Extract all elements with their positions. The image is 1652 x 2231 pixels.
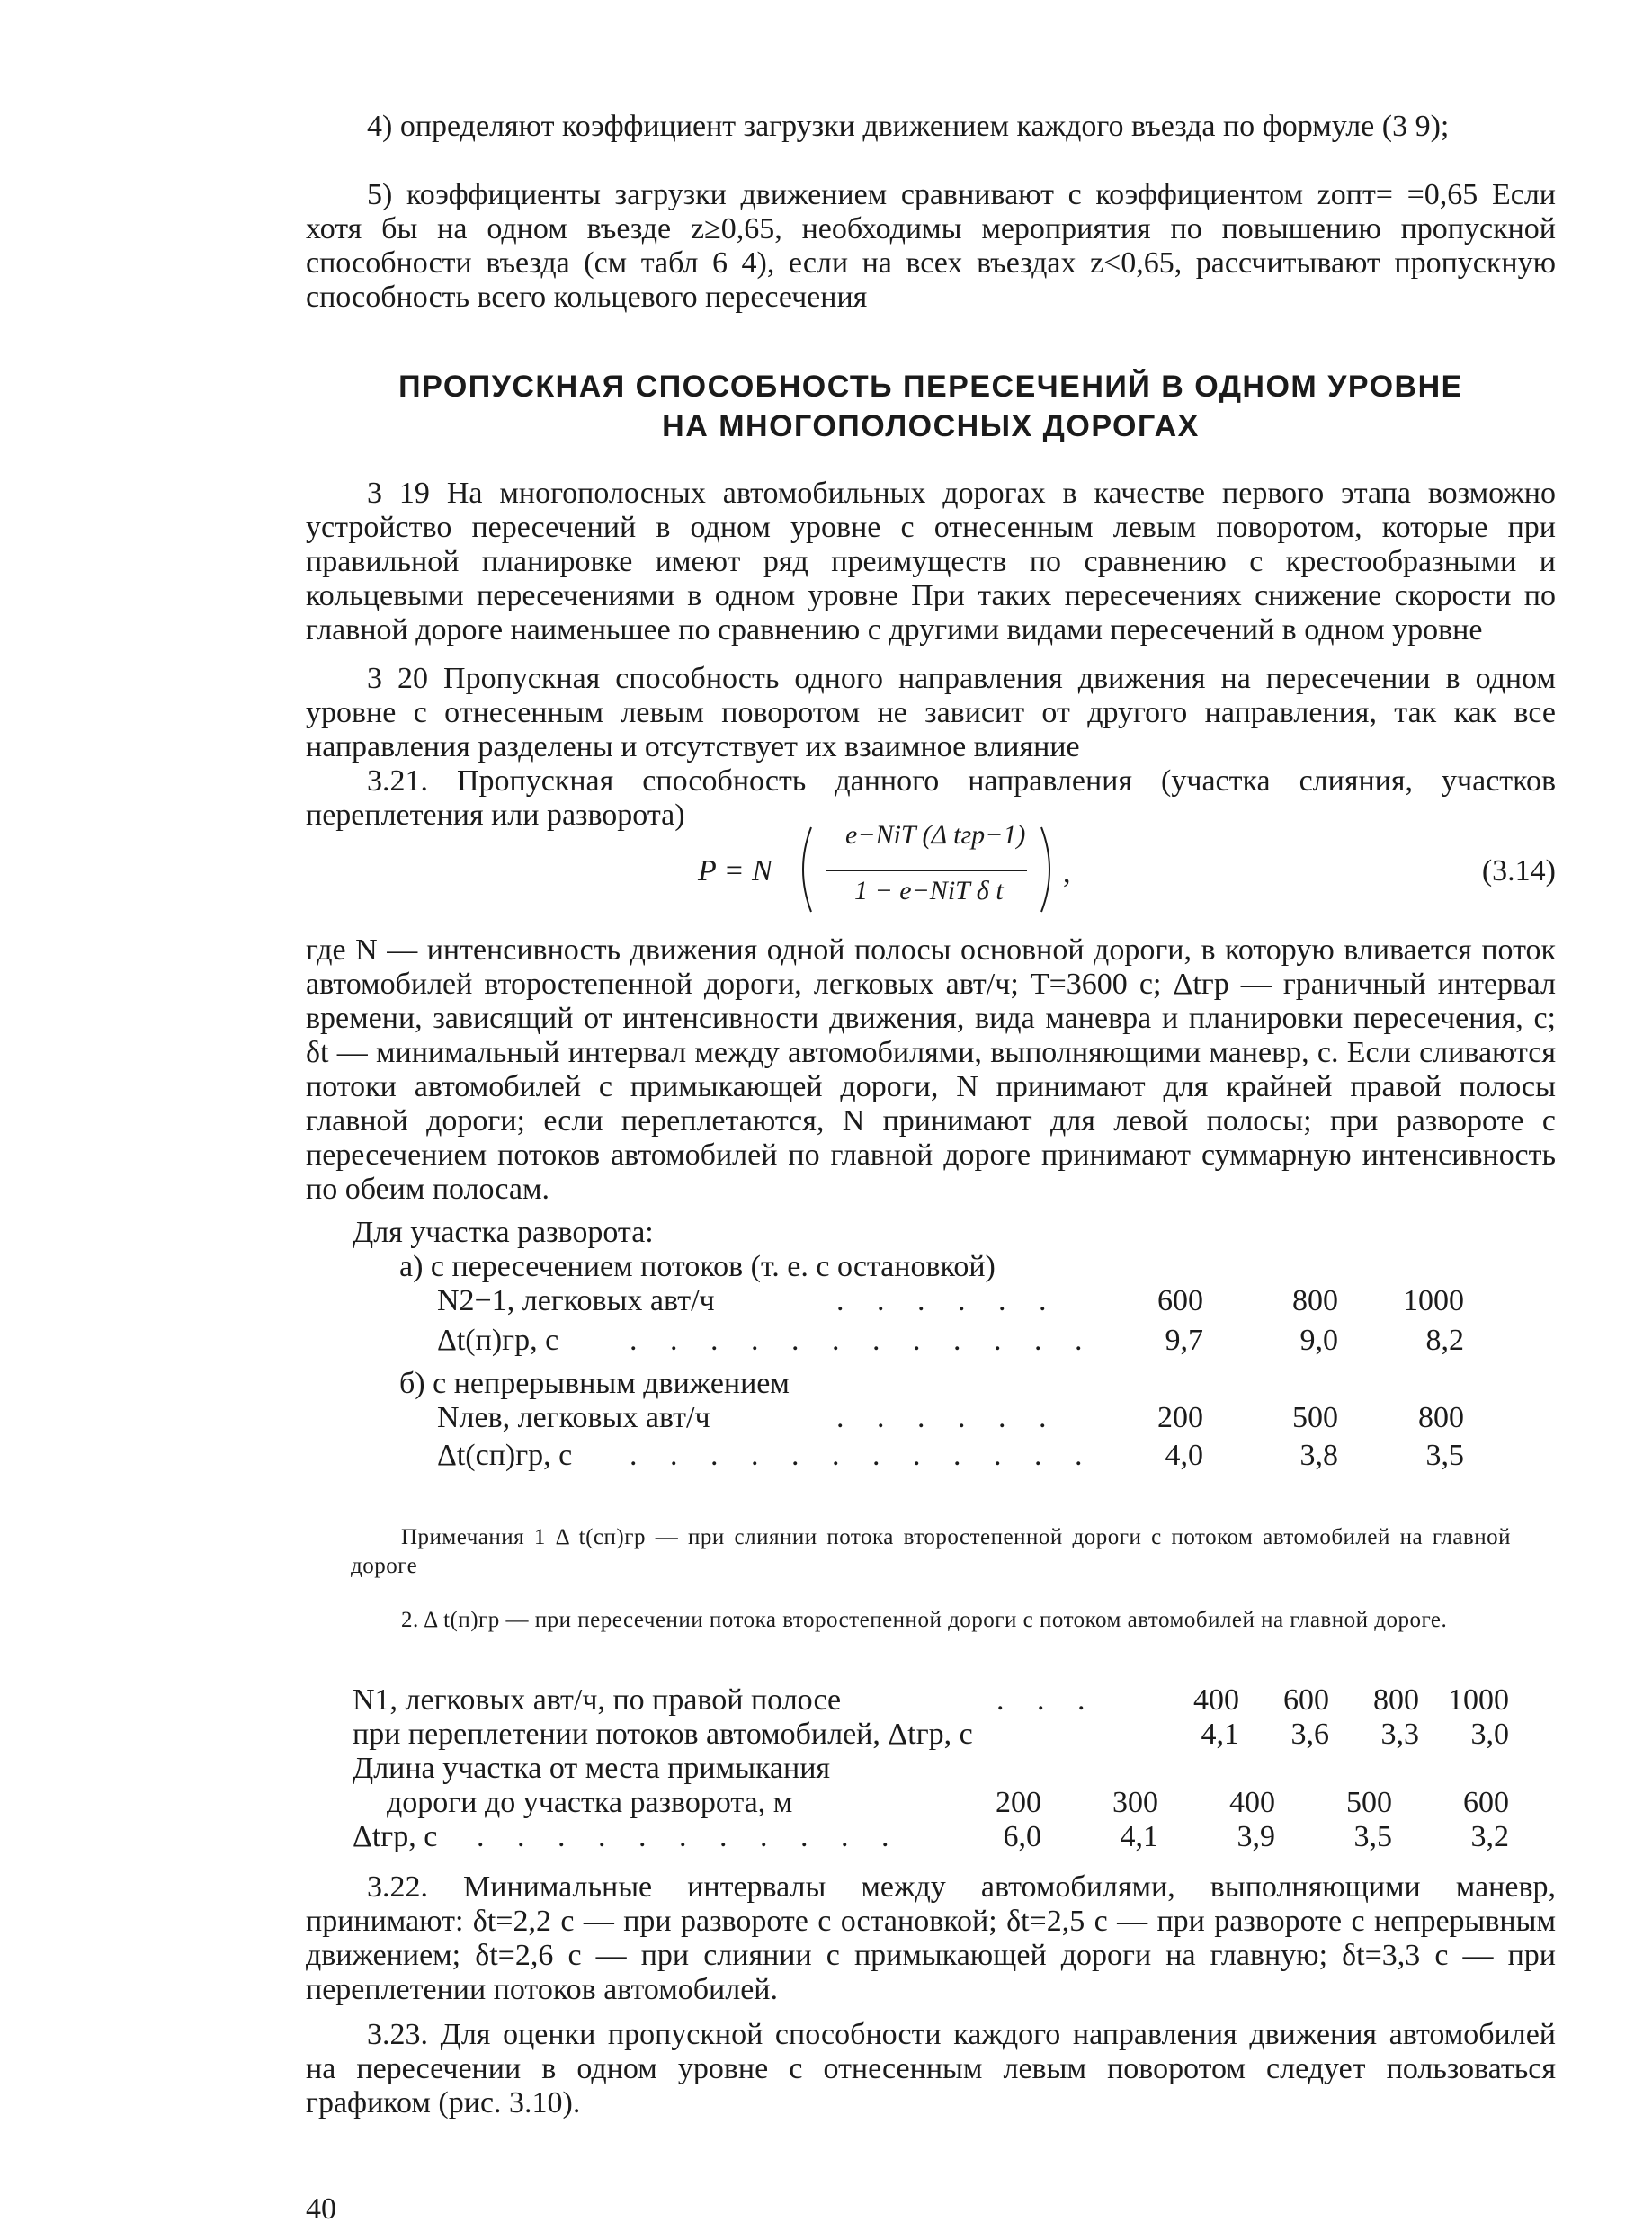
paragraph-3-23: 3.23. Для оценки пропускной способности каждого направления движения автомобилей на пересечении в одном уровне с отнесенным левым поворотом следует пользоваться графиком (рис. 3.10). — [306, 2018, 1556, 2119]
table-d-r1-c1: 200 — [996, 1786, 1041, 1819]
table-b-r2-c1: 4,0 — [1165, 1439, 1203, 1472]
table-d-row-1-label: дороги до участка разворота, м — [387, 1786, 793, 1819]
formula-lhs: P = N — [698, 854, 772, 888]
table-d-r2-c3: 3,9 — [1237, 1820, 1275, 1853]
table-a-r2-c1: 9,7 — [1165, 1324, 1203, 1357]
table-d-row-2-label: Δtгр, с — [353, 1820, 438, 1853]
u-turn-label: Для участка разворота: — [353, 1216, 654, 1249]
paragraph-3-22: 3.22. Минимальные интервалы между автомобилями, выполняющими маневр, принимают: δt=2,2 с — при развороте с остановкой; δt=2,5 с — при развороте с непрерывным движением; δt=2,6 с — при слиянии с примыкающей дороги на главную; δt=3,3 с — при переплетении потоков автомобилей. — [306, 1870, 1556, 2006]
table-a-row-2-label: Δt(п)гр, с — [437, 1324, 559, 1357]
table-c-r1-c3: 800 — [1373, 1683, 1419, 1717]
table-d-r1-c4: 500 — [1346, 1786, 1392, 1819]
formula-denominator: 1 − e−NiT δ t — [854, 876, 1004, 906]
paragraph-where: где N — интенсивность движения одной полосы основной дороги, в которую вливается поток автомобилей второстепенной дороги, легковых авт/ч; T=3600 с; Δtгр — граничный интервал времени, зависящий от интенсивности движения, вида маневра и планировки пересечения, с; δt — минимальный интервал между автомобилями, выполняющими маневр, с. Если сливаются потоки автомобилей с примыкающей дороги, N принимают для крайней правой полосы главной дороги; если переплетаются, N принимают для левой полосы; при развороте с пересечением потоков автомобилей по главной дороге принимают суммарную интенсивность по обеим полосам. — [306, 933, 1556, 1206]
note-2: 2. Δ t(п)гр — при пересечении потока второстепенной дороги с потоком автомобилей на главной дороге. — [401, 1608, 1448, 1632]
formula-number: (3.14) — [1481, 854, 1556, 888]
table-b-r1-c2: 500 — [1292, 1401, 1338, 1434]
table-c-r2-c3: 3,3 — [1380, 1718, 1419, 1751]
table-c-r2-c2: 3,6 — [1290, 1718, 1329, 1751]
table-a-r2-c2: 9,0 — [1299, 1324, 1338, 1357]
paragraph-3-20: 3 20 Пропускная способность одного направления движения на пересечении в одном уровне с отнесенным левым поворотом не зависит от другого направления, так как все направления разделены и отсутствует их взаимное влияние — [306, 662, 1556, 763]
table-c-r1-c2: 600 — [1283, 1683, 1329, 1717]
document-page: 4) определяют коэффициент загрузки движением каждого въезда по формуле (3 9); 5) коэффициенты загрузки движением сравнивают с коэффициентом zопт= =0,65 Если хотя бы на одном въезде z≥0,65, необходимы мероприятия по повышению пропускной способности въезда (см табл 6 4), если на всех въездах z<0,65, рассчитывают пропускную способность всего кольцевого пересечения ПРОПУСКНАЯ СПОСОБНОСТЬ ПЕРЕСЕЧЕНИЙ В ОДНОМ УРОВНЕ НА МНОГОПОЛОСНЫХ ДОРОГАХ 3 19 На многополосных автомобильных дорогах в качестве первого этапа возможно устройство пересечений в одном уровне с отнесенным левым поворотом, которые при правильной планировке имеют ряд преимуществ по сравнению с крестообразными и кольцевыми пересечениями в одном уровне При таких пересечениях снижение скорости по главной дороге наименьшее по сравнению с другими видами пересечений в одном уровне 3 20 Пропускная способность одного направления движения на пересечении в одном уровне с отнесенным левым поворотом не зависит от другого направления, так как все направления разделены и отсутствует их взаимное влияние 3.21. Пропускная способность данного направления (участка слияния, участков переплетения или разворота) P = N e−NiT (Δ tгр−1) 1 − e−NiT δ t , (3.14) где N — интенсивность движения одной полосы основной дороги, в которую вливается поток автомобилей второстепенной дороги, легковых авт/ч; T=3600 с; Δtгр — граничный интервал времени, зависящий от интенсивности движения, вида маневра и планировки пересечения, с; δt — минимальный интервал между автомобилями, выполняющими маневр, с. Если сливаются потоки автомобилей с примыкающей дороги, N принимают для крайней правой полосы главной дороги; если переплетаются, N принимают для левой полосы; при развороте с пересечением потоков автомобилей по главной дороге принимают суммарную интенсивность по обеим полосам. Для участка разворота: а) с пересечением потоков (т. е. с остановкой) N2−1, легковых авт/ч . . . . . . 600 800 1000 Δt(п)гр, с . . . . . . . . . . . . 9,7 9,0 8,2 б) с непрерывным движением Nлев, легковых авт/ч . . . . . . 200 500 800 Δt(сп)гр, с . . . . . . . . . . . . 4,0 3,8 3,5 Примечания 1 Δ t(сп)гр — при слиянии потока второстепенной дороги с потоком автомобилей на главной дороге 2. Δ t(п)гр — при пересечении потока второстепенной дороги с потоком автомобилей на главной дороге. N1, легковых авт/ч, по правой полосе . . . 400 600 800 1000 при переплетении потоков автомобилей, Δtгр, с 4,1 3,6 3,3 3,0 Длина участка от места примыкания дороги до участка разворота, м 200 300 400 500 600 Δtгр, с . . . . . . . . . . . 6,0 4,1 3,9 3,5 3,2 3.22. Минимальные интервалы между автомобилями, выполняющими маневр, принимают: δt=2,2 с — при развороте с остановкой; δt=2,5 с — при развороте с непрерывным движением; δt=2,6 с — при слиянии с примыкающей дороги на главную; δt=3,3 с — при переплетении потоков автомобилей. 3.23. Для оценки пропускной способности каждого направления движения автомобилей на пересечении в одном уровне с отнесенным левым поворотом следует пользоваться графиком (рис. 3.10). 40 — [306, 110, 1556, 2226]
table-d-r1-c3: 400 — [1229, 1786, 1275, 1819]
note-1: Примечания 1 Δ t(сп)гр — при слиянии потока второстепенной дороги с потоком автомобилей на главной дороге — [351, 1525, 1511, 1578]
table-c-r2-c1: 4,1 — [1201, 1718, 1239, 1751]
paragraph-step-4: 4) определяют коэффициент загрузки движением каждого въезда по формуле (3 9); — [367, 110, 1450, 143]
table-c-r1-c4: 1000 — [1448, 1683, 1509, 1717]
table-a-r1-c2: 800 — [1292, 1284, 1338, 1317]
table-b-r1-c3: 800 — [1418, 1401, 1464, 1434]
table-d-r1-c2: 300 — [1112, 1786, 1158, 1819]
table-b-row-1-label: Nлев, легковых авт/ч — [437, 1401, 710, 1434]
paragraph-3-19: 3 19 На многополосных автомобильных дорогах в качестве первого этапа возможно устройство пересечений в одном уровне с отнесенным левым поворотом, которые при правильной планировке имеют ряд преимуществ по сравнению с крестообразными и кольцевыми пересечениями в одном уровне При таких пересечениях снижение скорости по главной дороге наименьшее по сравнению с другими видами пересечений в одном уровне — [306, 477, 1556, 647]
formula-numerator: e−NiT (Δ tгр−1) — [845, 820, 1026, 850]
paragraph-3-21: 3.21. Пропускная способность данного направления (участка слияния, участков переплетения или разворота) — [306, 764, 1556, 832]
table-c-row-1-label: N1, легковых авт/ч, по правой полосе — [353, 1683, 842, 1717]
table-b-r2-c2: 3,8 — [1299, 1439, 1338, 1472]
table-c-r1-c1: 400 — [1193, 1683, 1239, 1717]
table-c-row-2-label: при переплетении потоков автомобилей, Δtгр, с — [353, 1718, 973, 1751]
section-heading-line-2: НА МНОГОПОЛОСНЫХ ДОРОГАХ — [662, 409, 1200, 443]
table-b-r2-c3: 3,5 — [1425, 1439, 1464, 1472]
table-a-r2-c3: 8,2 — [1425, 1324, 1464, 1357]
table-d-r2-c5: 3,2 — [1470, 1820, 1509, 1853]
table-d-label-line-1: Длина участка от места примыкания — [353, 1752, 831, 1785]
table-a-r1-c1: 600 — [1157, 1284, 1203, 1317]
case-b-label: б) с непрерывным движением — [399, 1367, 790, 1400]
table-d-r1-c5: 600 — [1463, 1786, 1509, 1819]
table-a-row-1-label: N2−1, легковых авт/ч — [437, 1284, 715, 1317]
table-d-r2-c2: 4,1 — [1120, 1820, 1158, 1853]
table-d-r2-c1: 6,0 — [1003, 1820, 1041, 1853]
table-b-r1-c1: 200 — [1157, 1401, 1203, 1434]
case-a-label: а) с пересечением потоков (т. е. с остановкой) — [399, 1250, 996, 1283]
formula-3-14: P = N e−NiT (Δ tгр−1) 1 − e−NiT δ t , (3.14) — [306, 817, 1556, 924]
paragraph-step-5: 5) коэффициенты загрузки движением сравнивают с коэффициентом zопт= =0,65 Если хотя бы на одном въезде z≥0,65, необходимы мероприятия по повышению пропускной способности въезда (см табл 6 4), если на всех въездах z<0,65, рассчитывают пропускную способность всего кольцевого пересечения — [306, 178, 1556, 314]
table-d-r2-c4: 3,5 — [1353, 1820, 1392, 1853]
page-number: 40 — [306, 2192, 336, 2226]
section-heading-line-1: ПРОПУСКНАЯ СПОСОБНОСТЬ ПЕРЕСЕЧЕНИЙ В ОДНОМ УРОВНЕ — [398, 370, 1463, 404]
table-a-r1-c3: 1000 — [1403, 1284, 1464, 1317]
table-b-row-2-label: Δt(сп)гр, с — [437, 1439, 573, 1472]
table-c-r2-c4: 3,0 — [1470, 1718, 1509, 1751]
